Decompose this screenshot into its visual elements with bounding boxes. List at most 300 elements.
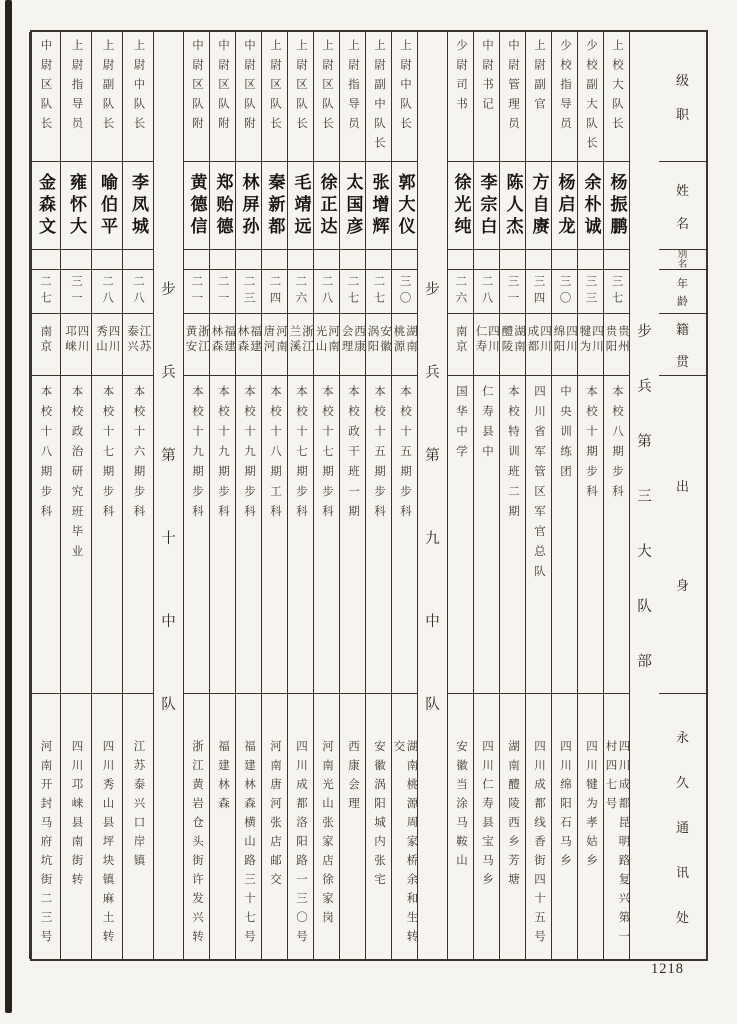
cell-origin bbox=[340, 376, 365, 694]
header-cell-age bbox=[659, 270, 706, 314]
cell-origin bbox=[448, 376, 473, 694]
cell-origin bbox=[288, 376, 313, 694]
group-label-char: 队 bbox=[161, 696, 176, 713]
member-rank: 少校副大队长 bbox=[585, 39, 597, 156]
member-rank: 上尉中队长 bbox=[132, 39, 145, 137]
cell-alias bbox=[262, 250, 287, 270]
header-label-rank bbox=[676, 70, 689, 123]
member-rank: 上尉副队长 bbox=[101, 39, 114, 137]
cell-origin bbox=[578, 376, 603, 694]
member-column bbox=[235, 32, 261, 959]
member-rank: 上尉中队长 bbox=[399, 39, 411, 137]
member-age: 三〇 bbox=[398, 275, 411, 308]
cell-address bbox=[340, 694, 365, 959]
member-age: 二八 bbox=[320, 275, 333, 308]
header-label-char: 处 bbox=[675, 910, 689, 925]
cell-age bbox=[314, 270, 339, 314]
member-address: 湖南醴陵西乡芳塘 bbox=[507, 740, 519, 892]
cell-age bbox=[366, 270, 391, 314]
cell-rank bbox=[262, 32, 287, 162]
header-label-char: 出 bbox=[675, 478, 689, 494]
cell-age bbox=[552, 270, 577, 314]
header-cell-rank bbox=[659, 32, 706, 162]
cell-address bbox=[500, 694, 525, 959]
member-address: 福建林森横山路三十七号 bbox=[243, 740, 255, 949]
member-native: 四川犍为 bbox=[578, 325, 603, 355]
cell-origin bbox=[30, 376, 60, 694]
cell-address bbox=[552, 694, 577, 959]
member-age: 二七 bbox=[346, 275, 359, 308]
header-label-char: 通 bbox=[675, 820, 689, 835]
cell-alias bbox=[392, 250, 417, 270]
cell-age bbox=[92, 270, 122, 314]
member-address: 河南光山张家店徐家岗 bbox=[321, 740, 333, 930]
cell-alias bbox=[92, 250, 122, 270]
cell-age bbox=[210, 270, 235, 314]
cell-native bbox=[604, 314, 629, 376]
cell-rank bbox=[288, 32, 313, 162]
cell-rank bbox=[526, 32, 551, 162]
cell-native bbox=[184, 314, 209, 376]
cell-native bbox=[236, 314, 261, 376]
header-label-char: 名 bbox=[675, 215, 689, 231]
cell-alias bbox=[236, 250, 261, 270]
cell-rank bbox=[92, 32, 122, 162]
cell-age bbox=[392, 270, 417, 314]
cell-name bbox=[236, 162, 261, 250]
cell-rank bbox=[474, 32, 499, 162]
cell-origin bbox=[92, 376, 122, 694]
cell-origin bbox=[61, 376, 91, 694]
member-origin: 国华中学 bbox=[455, 385, 467, 465]
member-name: 张增辉 bbox=[369, 172, 389, 239]
cell-age bbox=[262, 270, 287, 314]
group-label-char: 中 bbox=[161, 613, 176, 630]
cell-alias bbox=[210, 250, 235, 270]
header-label-alias bbox=[678, 250, 688, 270]
cell-age bbox=[604, 270, 629, 314]
member-native: 福建林森 bbox=[236, 325, 261, 355]
header-column bbox=[659, 32, 706, 959]
member-age: 二一 bbox=[216, 275, 229, 308]
member-origin: 本校十五期步科 bbox=[399, 385, 411, 525]
cell-origin bbox=[262, 376, 287, 694]
cell-address bbox=[604, 694, 629, 959]
cell-name bbox=[526, 162, 551, 250]
member-address: 四川成都洛阳路一三〇号 bbox=[295, 740, 307, 949]
group-label-char: 第 bbox=[425, 447, 440, 464]
member-column bbox=[365, 32, 391, 959]
member-column bbox=[60, 32, 91, 959]
cell-address bbox=[314, 694, 339, 959]
member-origin: 本校十七期步科 bbox=[295, 385, 307, 525]
cell-alias bbox=[30, 250, 60, 270]
member-name: 徐光纯 bbox=[451, 172, 471, 239]
member-rank: 上尉副官 bbox=[533, 39, 545, 117]
cell-rank bbox=[366, 32, 391, 162]
member-origin: 本校十九期步科 bbox=[243, 385, 255, 525]
member-age: 二六 bbox=[294, 275, 307, 308]
cell-rank bbox=[340, 32, 365, 162]
header-label-char: 年 bbox=[677, 277, 688, 290]
member-column bbox=[183, 32, 209, 959]
member-rank: 中尉区队附 bbox=[243, 39, 255, 137]
cell-name bbox=[61, 162, 91, 250]
member-column bbox=[122, 32, 153, 959]
cell-native bbox=[340, 314, 365, 376]
header-cell-native bbox=[659, 314, 706, 376]
header-label-char: 名 bbox=[677, 259, 688, 270]
member-rank: 上尉区队长 bbox=[269, 39, 281, 137]
header-label-char: 久 bbox=[675, 775, 689, 790]
cell-alias bbox=[61, 250, 91, 270]
member-age: 三三 bbox=[584, 275, 597, 308]
member-column bbox=[603, 32, 629, 959]
cell-origin bbox=[392, 376, 417, 694]
member-name: 杨振鹏 bbox=[607, 172, 627, 239]
member-rank: 中尉区队附 bbox=[191, 39, 203, 137]
member-origin: 本校十七期步科 bbox=[321, 385, 333, 525]
cell-age bbox=[578, 270, 603, 314]
group-label-char: 步 bbox=[161, 281, 176, 298]
member-name: 毛靖远 bbox=[291, 172, 311, 239]
member-native: 四川仁寿 bbox=[474, 325, 499, 355]
member-origin: 四川省军管区军官总队 bbox=[533, 385, 545, 585]
cell-name bbox=[340, 162, 365, 250]
member-origin: 本校十七期步科 bbox=[101, 385, 114, 525]
member-origin: 仁寿县中 bbox=[481, 385, 493, 465]
cell-address bbox=[578, 694, 603, 959]
member-column bbox=[261, 32, 287, 959]
member-native: 四川邛崃 bbox=[64, 325, 89, 355]
member-address: 四川仁寿县宝马乡 bbox=[481, 740, 493, 892]
cell-rank bbox=[184, 32, 209, 162]
member-age: 二七 bbox=[39, 275, 51, 308]
cell-origin bbox=[184, 376, 209, 694]
cell-age bbox=[474, 270, 499, 314]
member-origin: 中央训练团 bbox=[559, 385, 571, 485]
group-label-char: 部 bbox=[637, 654, 652, 670]
member-name: 秦新都 bbox=[265, 172, 285, 239]
cell-alias bbox=[448, 250, 473, 270]
cell-native bbox=[288, 314, 313, 376]
cell-name bbox=[366, 162, 391, 250]
group-label-char: 中 bbox=[425, 613, 440, 630]
group-label-char: 队 bbox=[425, 696, 440, 713]
cell-native bbox=[92, 314, 122, 376]
header-cell-address bbox=[659, 694, 706, 959]
cell-age bbox=[236, 270, 261, 314]
member-origin: 本校特训班二期 bbox=[507, 385, 519, 525]
cell-rank bbox=[552, 32, 577, 162]
group-label-char: 十 bbox=[161, 530, 176, 547]
cell-address bbox=[210, 694, 235, 959]
cell-name bbox=[30, 162, 60, 250]
header-label-char: 职 bbox=[675, 107, 689, 122]
member-column bbox=[313, 32, 339, 959]
member-native: 安徽涡阳 bbox=[366, 325, 391, 355]
cell-native bbox=[314, 314, 339, 376]
cell-address bbox=[448, 694, 473, 959]
group-label-column bbox=[153, 32, 183, 959]
member-address: 福建林森 bbox=[217, 740, 229, 816]
group-label-char: 兵 bbox=[637, 379, 652, 395]
member-rank: 上尉区队长 bbox=[321, 39, 333, 137]
cell-age bbox=[500, 270, 525, 314]
cell-name bbox=[92, 162, 122, 250]
member-column bbox=[473, 32, 499, 959]
cell-age bbox=[340, 270, 365, 314]
group-label bbox=[161, 32, 176, 959]
header-label-char: 姓 bbox=[675, 182, 689, 198]
member-rank: 上尉区队长 bbox=[295, 39, 307, 137]
member-native: 江苏泰兴 bbox=[126, 325, 151, 355]
group-label bbox=[425, 32, 440, 959]
member-origin: 本校十六期步科 bbox=[132, 385, 145, 525]
member-age: 二八 bbox=[101, 275, 113, 308]
member-native: 浙江黄安 bbox=[184, 325, 209, 355]
member-rank: 中尉区队长 bbox=[39, 39, 52, 137]
member-rank: 中尉区队附 bbox=[217, 39, 229, 137]
cell-origin bbox=[210, 376, 235, 694]
cell-native bbox=[392, 314, 417, 376]
cell-native bbox=[552, 314, 577, 376]
header-label-name bbox=[676, 180, 689, 232]
member-rank: 少尉司书 bbox=[455, 39, 467, 117]
group-label-char: 大 bbox=[637, 544, 652, 560]
cell-alias bbox=[526, 250, 551, 270]
header-label-char: 籍 bbox=[675, 322, 689, 337]
member-native: 福建林森 bbox=[210, 325, 235, 355]
header-label-address bbox=[676, 727, 689, 926]
member-age: 三〇 bbox=[558, 275, 571, 308]
group-label-char: 三 bbox=[637, 489, 652, 505]
member-address: 江苏泰兴口岸镇 bbox=[132, 740, 145, 873]
cell-origin bbox=[366, 376, 391, 694]
member-name: 黄德信 bbox=[187, 172, 207, 239]
cell-rank bbox=[123, 32, 153, 162]
group-label bbox=[637, 32, 652, 959]
member-rank: 中尉管理员 bbox=[507, 39, 519, 137]
cell-address bbox=[236, 694, 261, 959]
cell-address bbox=[123, 694, 153, 959]
cell-address bbox=[526, 694, 551, 959]
member-native: 南京 bbox=[39, 325, 52, 355]
header-label-char: 别 bbox=[677, 250, 688, 260]
cell-native bbox=[123, 314, 153, 376]
member-age: 二三 bbox=[242, 275, 255, 308]
cell-rank bbox=[236, 32, 261, 162]
cell-origin bbox=[526, 376, 551, 694]
member-native: 湖南醴陵 bbox=[500, 325, 525, 355]
member-name: 李凤城 bbox=[129, 172, 148, 239]
member-name: 太国彦 bbox=[343, 172, 363, 239]
member-native: 四川成都 bbox=[526, 325, 551, 355]
cell-name bbox=[210, 162, 235, 250]
cell-alias bbox=[123, 250, 153, 270]
cell-address bbox=[288, 694, 313, 959]
cell-rank bbox=[210, 32, 235, 162]
cell-alias bbox=[288, 250, 313, 270]
roster-table bbox=[30, 30, 708, 961]
cell-native bbox=[30, 314, 60, 376]
cell-name bbox=[448, 162, 473, 250]
cell-alias bbox=[552, 250, 577, 270]
cell-origin bbox=[314, 376, 339, 694]
cell-name bbox=[500, 162, 525, 250]
group-label-char: 队 bbox=[637, 599, 652, 615]
cell-native bbox=[448, 314, 473, 376]
member-origin: 本校十五期步科 bbox=[373, 385, 385, 525]
member-rank: 中尉书记 bbox=[481, 39, 493, 117]
cell-native bbox=[210, 314, 235, 376]
cell-name bbox=[392, 162, 417, 250]
cell-age bbox=[184, 270, 209, 314]
member-rank: 上尉指导员 bbox=[347, 39, 359, 137]
cell-address bbox=[262, 694, 287, 959]
member-address: 四川犍为孝姑乡 bbox=[585, 740, 597, 873]
member-address: 四川秀山县坪块镇麻土转 bbox=[101, 740, 114, 949]
header-label-char: 讯 bbox=[675, 865, 689, 880]
cell-native bbox=[474, 314, 499, 376]
member-name: 陈人杰 bbox=[503, 172, 523, 239]
cell-alias bbox=[314, 250, 339, 270]
member-origin: 本校十八期步科 bbox=[39, 385, 52, 525]
cell-native bbox=[61, 314, 91, 376]
cell-origin bbox=[500, 376, 525, 694]
cell-origin bbox=[474, 376, 499, 694]
header-label-char: 级 bbox=[675, 73, 689, 88]
member-rank: 少校指导员 bbox=[559, 39, 571, 137]
cell-alias bbox=[500, 250, 525, 270]
cell-age bbox=[526, 270, 551, 314]
member-column bbox=[209, 32, 235, 959]
cell-native bbox=[366, 314, 391, 376]
cell-name bbox=[604, 162, 629, 250]
member-name: 林屏孙 bbox=[239, 172, 259, 239]
group-label-char: 兵 bbox=[161, 364, 176, 381]
member-name: 李宗白 bbox=[477, 172, 497, 239]
member-address: 浙江黄岩仓头街许发兴转 bbox=[191, 740, 203, 949]
header-label-char: 贯 bbox=[675, 354, 689, 369]
member-name: 郭大仪 bbox=[395, 172, 415, 239]
page-number: 1218 bbox=[651, 961, 684, 977]
member-age: 二七 bbox=[372, 275, 385, 308]
header-label-age bbox=[677, 275, 688, 309]
group-label-char: 步 bbox=[425, 281, 440, 298]
cell-rank bbox=[500, 32, 525, 162]
member-native: 南京 bbox=[454, 325, 467, 355]
member-origin: 本校十九期步科 bbox=[217, 385, 229, 525]
member-age: 二八 bbox=[132, 275, 144, 308]
member-origin: 本校八期步科 bbox=[611, 385, 623, 505]
cell-alias bbox=[184, 250, 209, 270]
member-address: 四川绵阳石马乡 bbox=[559, 740, 571, 873]
member-column bbox=[525, 32, 551, 959]
member-name: 郑贻德 bbox=[213, 172, 233, 239]
member-address: 四川邛崃县南街转 bbox=[70, 740, 83, 892]
cell-native bbox=[526, 314, 551, 376]
cell-name bbox=[474, 162, 499, 250]
cell-alias bbox=[578, 250, 603, 270]
cell-alias bbox=[604, 250, 629, 270]
member-name: 雍怀大 bbox=[67, 172, 86, 239]
member-origin: 本校政干班一期 bbox=[347, 385, 359, 525]
cell-rank bbox=[392, 32, 417, 162]
cell-age bbox=[123, 270, 153, 314]
header-label-char: 永 bbox=[675, 730, 689, 745]
member-native: 贵州贵阳 bbox=[604, 325, 629, 355]
member-address: 河南唐河张店邮交 bbox=[269, 740, 281, 892]
cell-name bbox=[262, 162, 287, 250]
header-cell-name bbox=[659, 162, 706, 250]
cell-address bbox=[184, 694, 209, 959]
cell-name bbox=[314, 162, 339, 250]
member-origin: 本校政治研究班毕业 bbox=[70, 385, 83, 565]
member-address: 河南开封马府坑街二三号 bbox=[39, 740, 52, 949]
cell-alias bbox=[366, 250, 391, 270]
cell-alias bbox=[474, 250, 499, 270]
cell-origin bbox=[236, 376, 261, 694]
member-native: 河南唐河 bbox=[262, 325, 287, 355]
header-label-char: 龄 bbox=[677, 295, 688, 308]
header-label-origin bbox=[676, 476, 689, 594]
member-rank: 上尉副中队长 bbox=[373, 39, 385, 156]
member-column bbox=[577, 32, 603, 959]
cell-address bbox=[92, 694, 122, 959]
member-column bbox=[391, 32, 417, 959]
scan-edge-artifact bbox=[5, 0, 12, 1013]
member-column bbox=[91, 32, 122, 959]
member-age: 二六 bbox=[454, 275, 467, 308]
member-address: 西康会理 bbox=[347, 740, 359, 816]
member-age: 三一 bbox=[70, 275, 82, 308]
cell-address bbox=[392, 694, 417, 959]
cell-rank bbox=[30, 32, 60, 162]
cell-name bbox=[123, 162, 153, 250]
cell-address bbox=[30, 694, 60, 959]
cell-origin bbox=[552, 376, 577, 694]
cell-alias bbox=[340, 250, 365, 270]
header-label-char: 身 bbox=[675, 577, 689, 593]
member-address: 安徽当涂马鞍山 bbox=[455, 740, 467, 873]
cell-age bbox=[288, 270, 313, 314]
member-name: 喻伯平 bbox=[98, 172, 117, 239]
member-address: 湖南桃源周家桥余和生转交 bbox=[392, 740, 417, 949]
cell-name bbox=[578, 162, 603, 250]
cell-origin bbox=[604, 376, 629, 694]
member-column bbox=[29, 32, 60, 959]
member-age: 二一 bbox=[190, 275, 203, 308]
cell-rank bbox=[61, 32, 91, 162]
member-column bbox=[339, 32, 365, 959]
cell-name bbox=[552, 162, 577, 250]
group-label-char: 步 bbox=[637, 324, 652, 340]
cell-address bbox=[474, 694, 499, 959]
member-column bbox=[551, 32, 577, 959]
cell-rank bbox=[314, 32, 339, 162]
header-label-native bbox=[676, 319, 689, 370]
member-native: 浙江兰溪 bbox=[288, 325, 313, 355]
member-address: 安徽涡阳城内张宅 bbox=[373, 740, 385, 892]
member-column bbox=[287, 32, 313, 959]
group-label-char: 第 bbox=[161, 447, 176, 464]
member-origin: 本校十八期工科 bbox=[269, 385, 281, 525]
member-native: 西康会理 bbox=[340, 325, 365, 355]
header-cell-alias bbox=[659, 250, 706, 270]
member-native: 四川秀山 bbox=[95, 325, 120, 355]
member-rank: 上校大队长 bbox=[611, 39, 623, 137]
